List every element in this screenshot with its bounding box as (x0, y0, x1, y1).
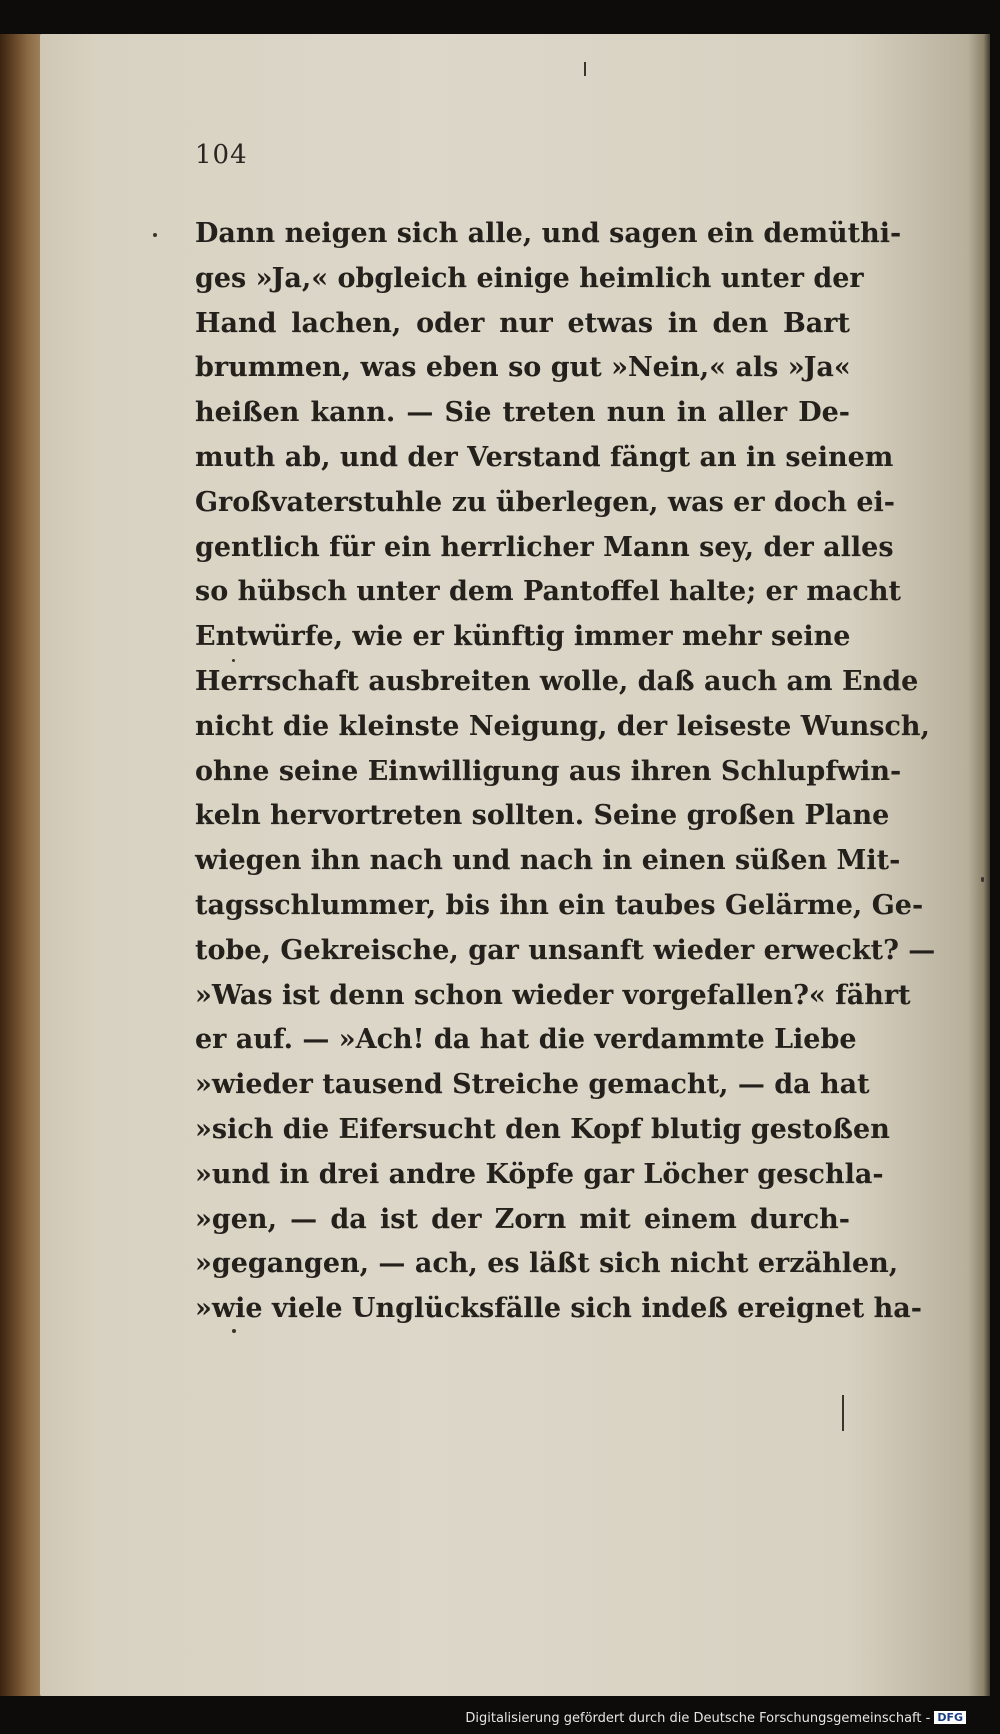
page-number: 104 (195, 140, 248, 170)
text-line: ohne seine Einwilligung aus ihren Schlupfwin- (195, 755, 902, 787)
text-line: muth ab, und der Verstand fängt an in seinem (195, 441, 894, 473)
text-line: ges »Ja,« obgleich einige heimlich unter der (195, 262, 864, 294)
margin-stroke (842, 1395, 844, 1431)
page-edge-shadow (968, 34, 990, 1696)
body-text (195, 212, 936, 1332)
ink-speck (232, 659, 235, 662)
text-line: keln hervortreten sollten. Seine großen Plane (195, 800, 890, 832)
text-line: »gen, — da ist der Zorn mit einem durch- (195, 1203, 850, 1235)
text-line: nicht die kleinste Neigung, der leiseste Wunsch, (195, 710, 930, 742)
text-line: brummen, was eben so gut »Nein,« als »Ja« (195, 352, 851, 384)
text-line: »sich die Eifersucht den Kopf blutig gestoßen (195, 1113, 890, 1145)
text-line: »wieder tausend Streiche gemacht, — da hat (195, 1069, 870, 1101)
text-line: Großvaterstuhle zu überlegen, was er doch ei- (195, 486, 895, 518)
text-line: gentlich für ein herrlicher Mann sey, der alles (195, 531, 894, 563)
dfg-logo: DFG (934, 1711, 966, 1724)
text-line: »und in drei andre Köpfe gar Löcher geschla- (195, 1158, 884, 1190)
text-line: tobe, Gekreische, gar unsanft wieder erweckt? — (195, 934, 936, 966)
text-line: tagsschlummer, bis ihn ein taubes Gelärme, Ge- (195, 889, 924, 921)
credit-text: Digitalisierung gefördert durch die Deutsche Forschungsgemeinschaft - (465, 1711, 931, 1726)
text-line: Dann neigen sich alle, und sagen ein demüthi- (195, 218, 902, 249)
text-line: »Was ist denn schon wieder vorgefallen?« fährt (195, 979, 911, 1011)
text-line: Hand lachen, oder nur etwas in den Bart (195, 307, 850, 339)
text-line: Entwürfe, wie er künftig immer mehr seine (195, 621, 851, 653)
text-line: wiegen ihn nach und nach in einen süßen Mit- (195, 845, 901, 877)
text-line: Herrschaft ausbreiten wolle, daß auch am Ende (195, 665, 919, 697)
text-line: er auf. — »Ach! da hat die verdammte Liebe (195, 1024, 857, 1056)
ink-speck (981, 877, 984, 882)
text-line: »wie viele Unglücksfälle sich indeß ereignet ha- (195, 1293, 922, 1325)
text-line: so hübsch unter dem Pantoffel halte; er macht (195, 576, 901, 608)
ink-speck (232, 1329, 236, 1333)
text-line: heißen kann. — Sie treten nun in aller De- (195, 397, 850, 429)
top-speck (584, 62, 586, 76)
ink-speck (153, 233, 157, 237)
digitization-credit (465, 1711, 966, 1726)
text-line: »gegangen, — ach, es läßt sich nicht erzählen, (195, 1248, 899, 1280)
